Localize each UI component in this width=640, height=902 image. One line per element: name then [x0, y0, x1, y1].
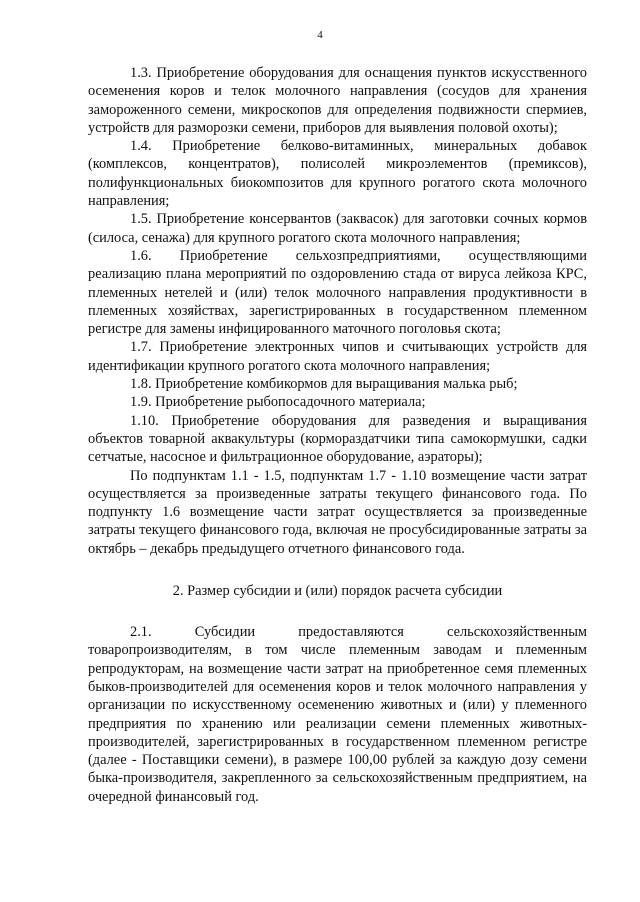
item-1-3: 1.3. Приобретение оборудования для оснащения пунктов искусственного осеменения коров и телок молочного направления (сосудов для хранения замороженного семени, микроскопов для определения подвижности спермиев, устройств для разморозки семени, приборов для выявления половой охоты); — [88, 65, 587, 136]
item-2-1: 2.1. Субсидии предоставляются сельскохозяйственным товаропроизводителям, в том числе племенным заводам и племенным репродукторам, на возмещение части затрат на приобретенное семя племенных быков-производителей для осеменения коров и телок молочного направления у организации по искусственному осеменению животных и (или) у племенного предприятия по хранению или реализации семени племенных животных-производителей, зарегистрированных в государственном племенном регистре (далее - Поставщики семени), в размере 100,00 рублей за каждую дозу семени быка-производителя, закрепленного за сельскохозяйственным предприятием, на очередной финансовый год. — [88, 624, 587, 805]
item-1-9: 1.9. Приобретение рыбопосадочного материала; — [130, 394, 426, 411]
item-1-4: 1.4. Приобретение белково-витаминных, минеральных добавок (комплексов, концентратов), полисолей микроэлементов (премиксов), полифункциональных биокомпозитов для крупного рогатого скота молочного направления; — [88, 138, 587, 210]
item-1-10: 1.10. Приобретение оборудования для разведения и выращивания объектов товарной аквакультуры (кормораздатчики типа самокормушки, садки сетчатые, насосное и фильтрационное оборудование, аэраторы); — [88, 412, 587, 466]
section-2-heading: 2. Размер субсидии и (или) порядок расчета субсидии — [172, 583, 503, 600]
reimbursement-terms-paragraph: По подпунктам 1.1 - 1.5, подпунктам 1.7 - 1.10 возмещение части затрат осуществляется за произведенные затраты текущего финансового года. По подпункту 1.6 возмещение части затрат осуществляется за произведенные затраты текущего финансового года, включая не просубсидированные затраты за октябрь – декабрь предыдущего отчетного финансового года. — [88, 467, 587, 557]
page-number: 4 — [317, 29, 323, 41]
item-1-8: 1.8. Приобретение комбикормов для выращивания малька рыб; — [130, 376, 518, 393]
document-body — [88, 64, 587, 806]
item-1-5: 1.5. Приобретение консервантов (заквасок) для заготовки сочных кормов (силоса, сенажа) для крупного рогатого скота молочного направления; — [88, 211, 587, 246]
item-1-6: 1.6. Приобретение сельхозпредприятиями, осуществляющими реализацию плана мероприятий по оздоровлению стада от вируса лейкоза КРС, племенных нетелей и (или) телок молочного направления продуктивности в племенных хозяйствах, зарегистрированных в государственном племенном регистре для замены инфицированного маточного поголовья скота; — [88, 247, 587, 338]
item-1-7: 1.7. Приобретение электронных чипов и считывающих устройств для идентификации крупного рогатого скота молочного направления; — [88, 339, 587, 374]
